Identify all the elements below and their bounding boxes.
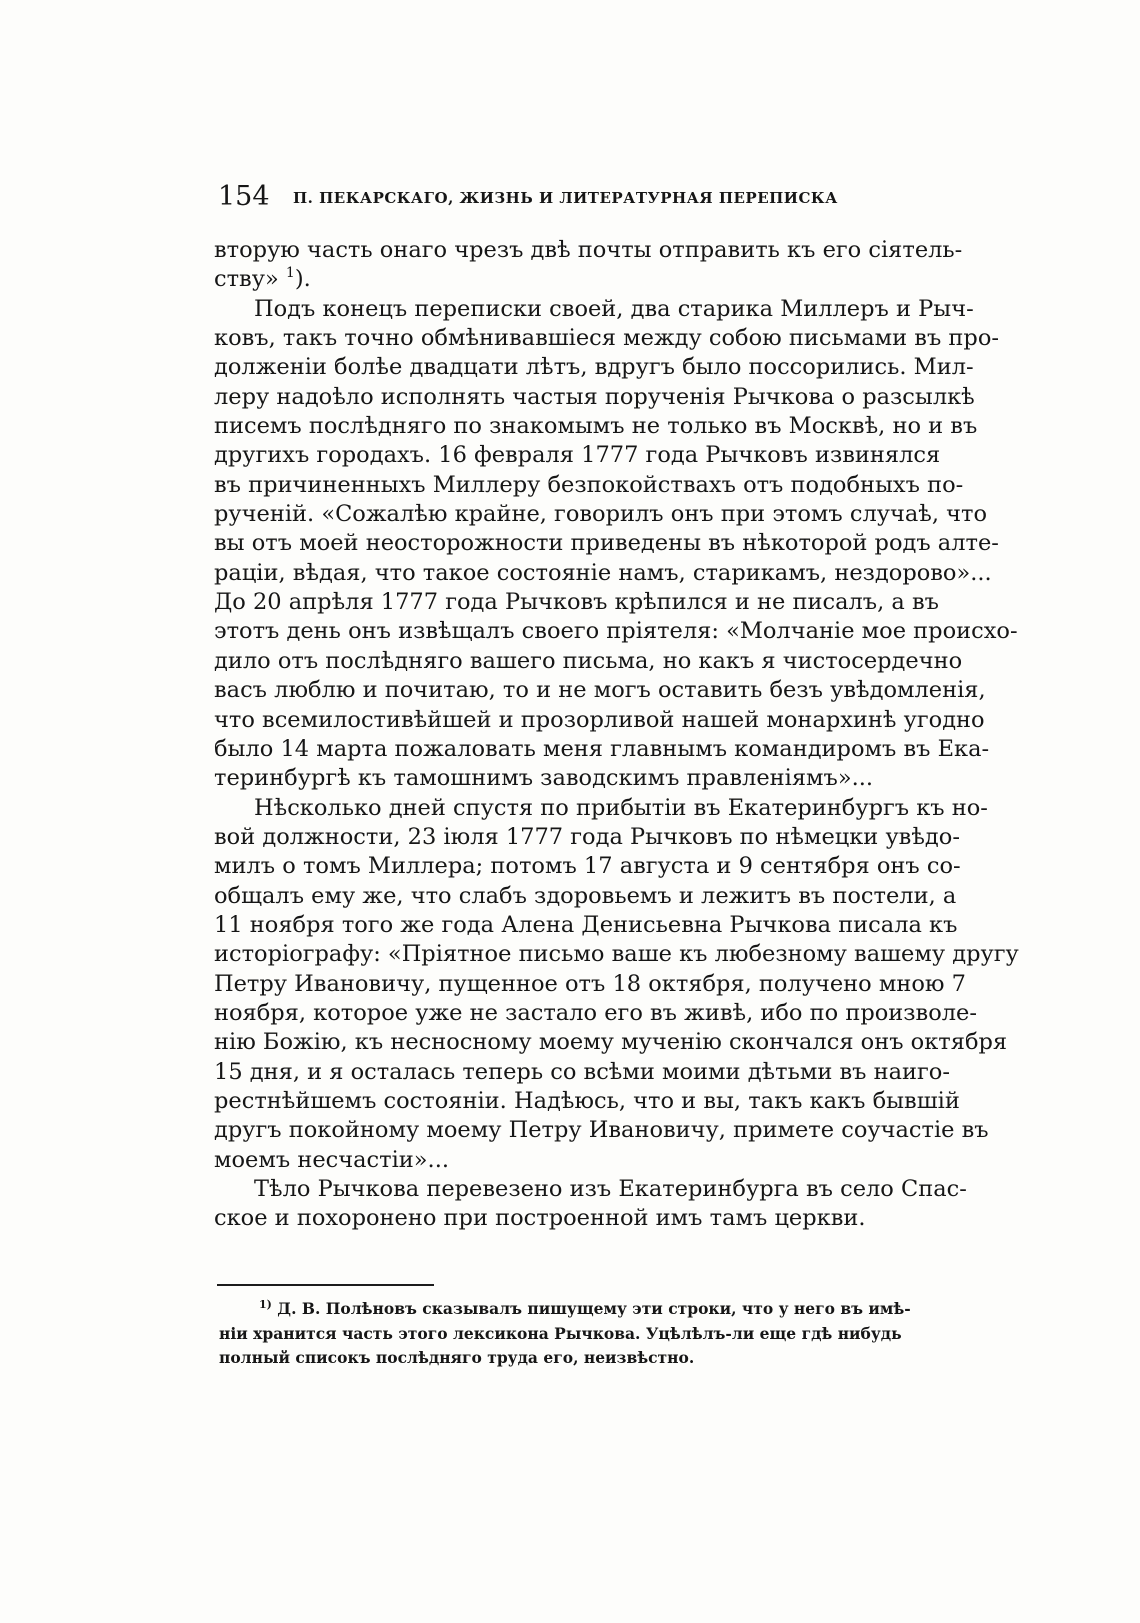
text-line: что всемилостивѣйшей и прозорливой нашей монархинѣ угодно xyxy=(214,706,985,733)
text-line: этотъ день онъ извѣщалъ своего прiятеля: «Молчанiе мое происхо- xyxy=(214,618,1018,645)
text-line: общалъ ему же, что слабъ здоровьемъ и лежитъ въ постели, а xyxy=(214,882,957,909)
text-line: Нѣсколько дней спустя по прибытiи въ Екатеринбургъ къ но- xyxy=(254,794,988,821)
footnote-line xyxy=(219,1297,911,1322)
footnote-divider xyxy=(217,1284,434,1286)
text-line xyxy=(214,265,914,294)
footnote-line: нiи хранится часть этого лексикона Рычкова. Уцѣлѣлъ-ли еще гдѣ нибудь xyxy=(219,1323,902,1343)
text-line: рестнѣйшемъ состоянiи. Надѣюсь, что и вы, такъ какъ бывшiй xyxy=(214,1087,960,1114)
text-line: ноября, которое уже не застало его въ живѣ, ибо по произволе- xyxy=(214,999,977,1026)
text-line: васъ люблю и почитаю, то и не могъ оставить безъ увѣдомленiя, xyxy=(214,677,986,704)
text-line: леру надоѣло исполнять частыя порученiя Рычкова о разсылкѣ xyxy=(214,383,975,410)
text-line: дило отъ послѣдняго вашего письма, но какъ я чистосердечно xyxy=(214,647,963,674)
text-line-content: ству» xyxy=(214,266,279,293)
text-line: другъ покойному моему Петру Ивановичу, примете соучастiе въ xyxy=(214,1117,989,1144)
footnote-number-paren: ) xyxy=(266,1298,272,1311)
text-line: было 14 марта пожаловать меня главнымъ командиромъ въ Ека- xyxy=(214,735,990,762)
text-line: милъ о томъ Миллера; потомъ 17 августа и 9 сентября онъ со- xyxy=(214,853,961,880)
footnote-line-text: Д. В. Полѣновъ сказывалъ пишущему эти строки, что у него въ имѣ- xyxy=(277,1299,911,1318)
page-number: 154 xyxy=(218,181,270,212)
text-line: ковъ, такъ точно обмѣнивавшiеся между собою письмами въ про- xyxy=(214,325,999,352)
text-line: теринбургѣ къ тамошнимъ заводскимъ правленiямъ»... xyxy=(214,765,874,792)
text-line: Тѣло Рычкова перевезено изъ Екатеринбурга въ село Спас- xyxy=(254,1176,967,1202)
footnote-reference: 1 xyxy=(285,265,295,282)
text-line: моемъ несчастiи»... xyxy=(214,1146,449,1173)
running-title: П. ПЕКАРСКАГО, ЖИЗНЬ И ЛИТЕРАТУРНАЯ ПЕРЕПИСКА xyxy=(293,189,838,207)
text-line: 11 ноября того же года Алена Денисьевна Рычкова писала къ xyxy=(214,911,958,938)
text-line: долженiи болѣе двадцати лѣтъ, вдругъ было поссорились. Мил- xyxy=(214,354,974,381)
text-line: писемъ послѣдняго по знакомымъ не только въ Москвѣ, но и въ xyxy=(214,413,978,440)
text-line: 15 дня, и я осталась теперь со всѣми моими дѣтьми въ наиго- xyxy=(214,1058,950,1085)
page-header xyxy=(218,181,838,212)
text-line: рученiй. «Сожалѣю крайне, говорилъ онъ при этомъ случаѣ, что xyxy=(214,501,988,528)
text-line: нiю Божiю, къ несносному моему мученiю скончался онъ октября xyxy=(214,1029,1008,1056)
text-line: исторiографу: «Прiятное письмо ваше къ любезному вашему другу xyxy=(214,941,1019,968)
text-line: вы отъ моей неосторожности приведены въ нѣкоторой родъ алте- xyxy=(214,530,999,557)
body-text xyxy=(214,236,1019,1234)
text-line: До 20 апрѣля 1777 года Рычковъ крѣпился и не писалъ, а въ xyxy=(214,589,939,616)
footnote-line: полный списокъ послѣдняго труда его, неизвѣстно. xyxy=(219,1348,695,1367)
text-line: Петру Ивановичу, пущенное отъ 18 октября, получено мною 7 xyxy=(214,970,966,997)
text-line: вой должности, 23 iюля 1777 года Рычковъ по нѣмецки увѣдо- xyxy=(214,823,960,850)
text-line: другихъ городахъ. 16 февраля 1777 года Рычковъ извинялся xyxy=(214,442,941,469)
text-line: вторую часть онаго чрезъ двѣ почты отправить къ его сiятель- xyxy=(214,237,963,263)
text-line-tail: ). xyxy=(294,266,311,293)
text-line: рацiи, вѣдая, что такое состоянiе намъ, старикамъ, нездорово»... xyxy=(214,559,992,586)
text-line: въ причиненныхъ Миллеру безпокойствахъ отъ подобныхъ по- xyxy=(214,471,964,498)
footnote xyxy=(219,1297,911,1371)
text-line: Подъ конецъ переписки своей, два старика Миллеръ и Рыч- xyxy=(254,295,974,322)
text-line: ское и похоронено при построенной имъ тамъ церкви. xyxy=(214,1205,866,1232)
footnote-number: 1 xyxy=(259,1298,267,1311)
